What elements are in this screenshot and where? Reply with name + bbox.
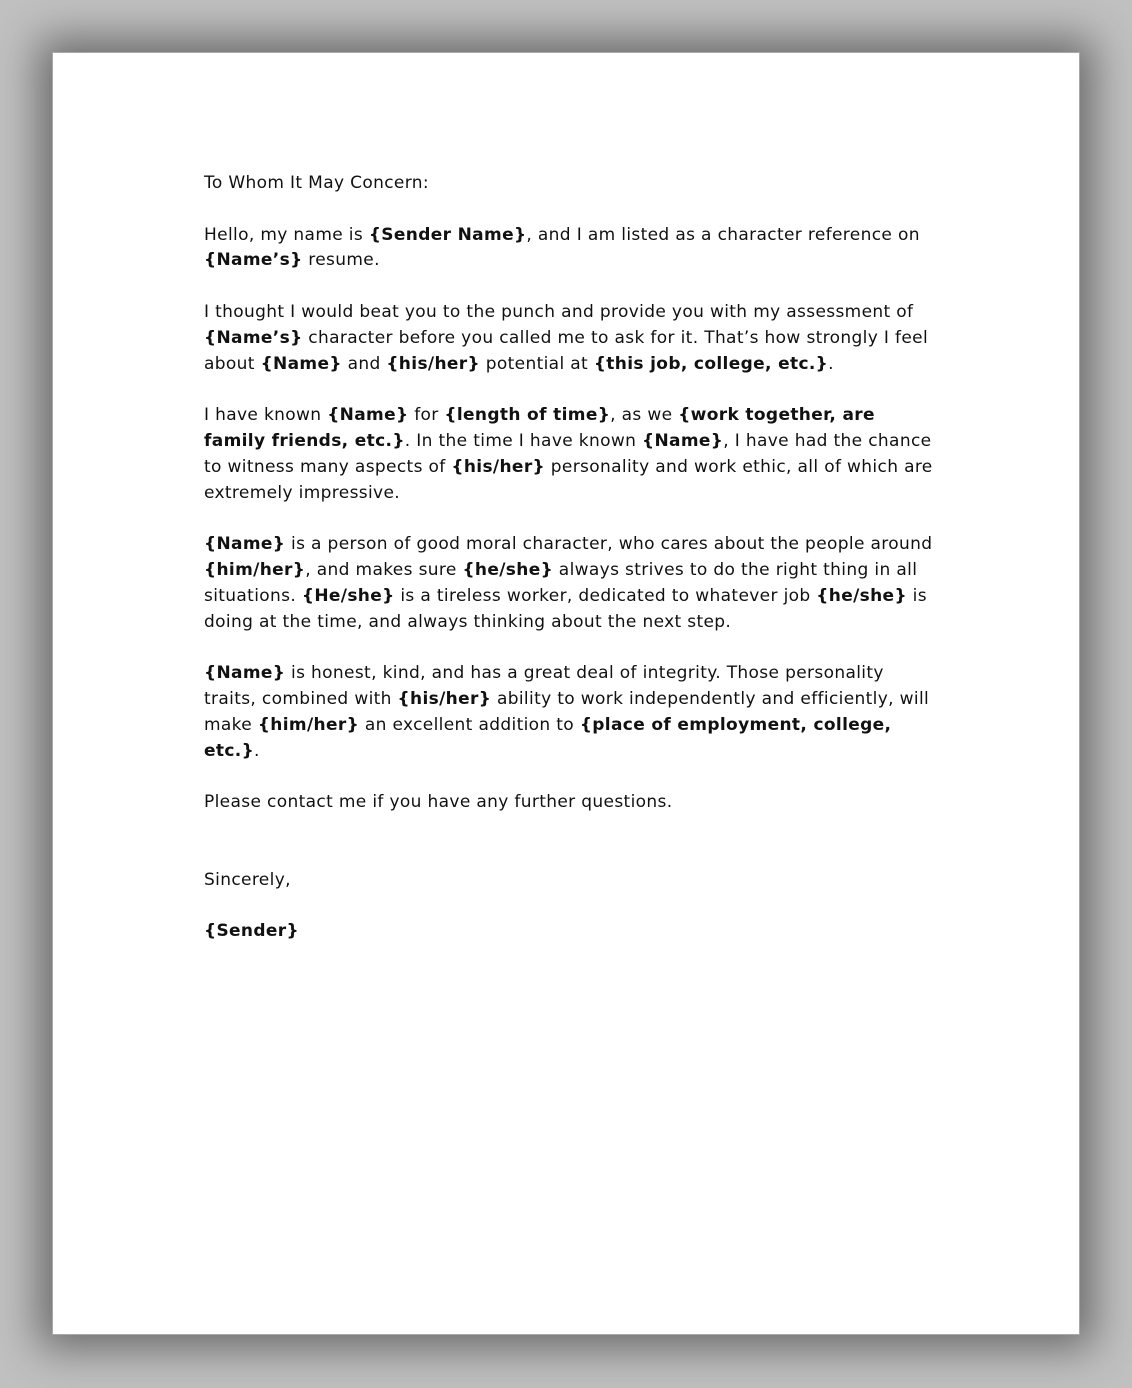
closing: Sincerely, [204,869,291,890]
placeholder-field: {Name’s} [204,250,303,271]
letter-body [204,171,934,971]
text-run: I thought I would beat you to the punch and provide you with my assessment of [204,301,914,322]
letter-paragraphs [204,223,934,816]
paragraph [204,532,934,635]
placeholder-field: {his/her} [386,353,480,374]
placeholder-field: {he/she} [816,585,907,606]
text-run: character before you called me to ask for it. That’s how strongly I feel about [204,327,929,374]
placeholder-field: {him/her} [204,559,306,580]
text-run: , and I am listed as a character reference on [526,224,920,245]
text-run: . [828,353,834,374]
text-run: personality and work ethic, all of which are extremely impressive. [204,456,933,503]
placeholder-field: {Name} [204,663,286,684]
letter-page [53,53,1079,1334]
text-run: I have known [204,405,328,426]
paragraph [204,790,934,816]
signature-name: {Sender} [204,921,299,942]
placeholder-field: {him/her} [257,714,360,735]
text-run: always strives to do the right thing in all situations. [204,559,918,606]
text-run: , and makes sure [305,559,463,580]
text-run: is a person of good moral character, who cares about the people around [285,534,933,555]
placeholder-field: {Name} [327,405,409,426]
signature [204,919,934,945]
text-run: . [254,740,260,761]
paragraph [204,661,934,764]
placeholder-field: {Name} [260,353,342,374]
placeholder-field: {work together, are family friends, etc.} [204,405,875,451]
placeholder-field: {place of employment, college, etc.} [204,714,892,761]
text-run: potential at [480,353,594,374]
placeholder-field: {this job, college, etc.} [593,353,829,374]
placeholder-field: {length of time} [444,405,611,426]
placeholder-field: {Name} [642,430,724,451]
spacer [204,842,934,868]
placeholder-field: {He/she} [301,585,395,606]
text-run: is honest, kind, and has a great deal of integrity. Those personality traits, combined with [204,663,884,709]
placeholder-field: {Name’s} [204,327,303,348]
salutation: To Whom It May Concern: [204,173,429,193]
text-run: is doing at the time, and always thinking about the next step. [204,585,927,632]
text-run: resume. [302,250,380,271]
text-run: Please contact me if you have any further questions. [204,792,673,813]
placeholder-field: {Name} [204,534,286,555]
text-run: . In the time I have known [404,430,642,451]
text-run: an excellent addition to [359,714,580,735]
paragraph [204,300,934,377]
placeholder-field: {he/she} [462,559,554,580]
text-run: Hello, my name is [204,224,369,245]
placeholder-field: {his/her} [451,456,546,477]
text-run: for [408,405,445,426]
text-run: , I have had the chance to witness many aspects of [204,430,932,477]
paragraph [204,223,934,275]
text-run: is a tireless worker, dedicated to whatever job [394,585,817,606]
placeholder-field: {Sender Name} [368,224,527,245]
text-run: ability to work independently and efficiently, will make [204,688,930,735]
text-run: and [341,353,387,374]
text-run: , as we [610,405,679,426]
placeholder-field: {his/her} [397,688,492,709]
paragraph [204,403,934,506]
